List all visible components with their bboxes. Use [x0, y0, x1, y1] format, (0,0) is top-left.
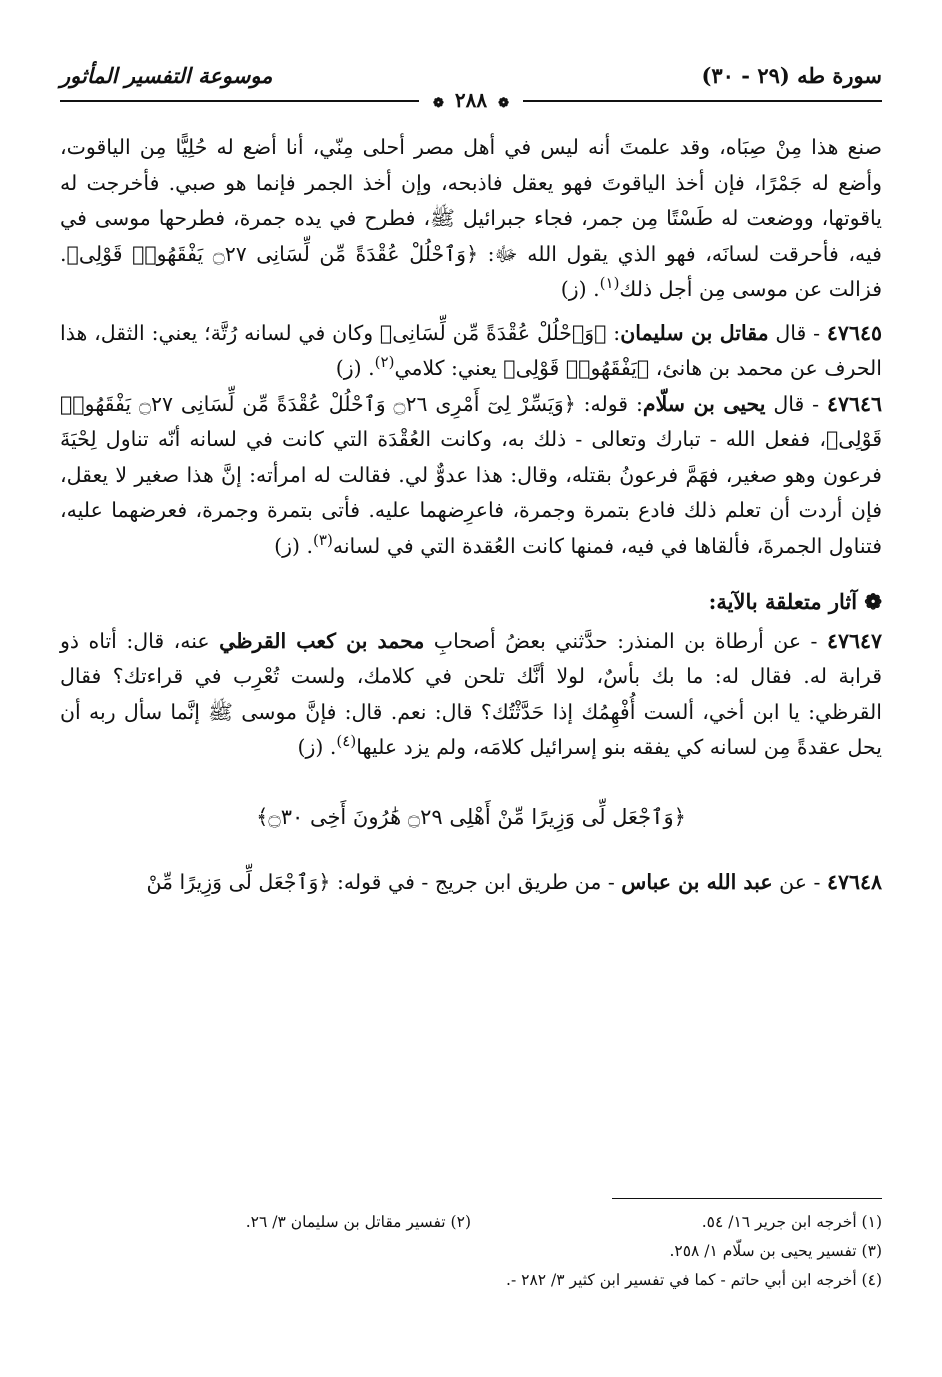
- narration-intro: - قال: [765, 391, 827, 416]
- footnote-1: (١) أخرجه ابن جرير ١٦/ ٥٤.: [701, 1213, 882, 1231]
- section-heading: ❁ آثار متعلقة بالآية:: [708, 589, 882, 614]
- series-title: موسوعة التفسير المأثور: [60, 62, 273, 88]
- footnote-3: (٣) تفسير يحيى بن سلّام ١/ ٢٥٨.: [669, 1242, 882, 1260]
- footnote-4: (٤) أخرجه ابن أبي حاتم - كما في تفسير ابن كثير ٣/ ٢٨٢ -.: [506, 1271, 882, 1289]
- footnote-ref: (٣): [313, 530, 333, 549]
- page-number-block: [0, 88, 942, 112]
- narration-intro: - عن أرطاة بن المنذر: حدَّثني بعضُ أصحابِ: [424, 628, 827, 653]
- narration-47646: [60, 387, 882, 565]
- footnotes: [60, 1208, 882, 1295]
- paragraph-text: صنع هذا مِنْ صِبَاه، وقد علمتَ أنه ليس في أهل مصر أحلى مِنّي، أنا أضع له حُلِيًّا مِن الياقوت، وأضع له جَمْرًا، فإن أخذ الياقوتَ فهو يعقل فاذبحه، وإن أخذ الجمر فإنما هو صبي. فأخرجت له ياقوتها، ووضعت له طَسْتًا مِن جمر، فجاء جبرائيل ﷺ، فطرح في يده جمرة، فطرحها موسى في فيه، فأحرقت لسانَه، فهو الذي يقول الله ﷻ: ﴿وَٱحْلُلْ عُقْدَةً مِّن لِّسَانِى ۝٢٧ يَفْقَهُوا۟ قَوْلِى﴾. فزالت عن موسى مِن أجل ذلك: [60, 135, 882, 301]
- footnote-2: (٢) تفسير مقاتل بن سليمان ٣/ ٢٦.: [245, 1213, 471, 1231]
- ornament-icon: ❁: [498, 96, 509, 111]
- verse-heading: ﴿وَٱجْعَل لِّى وَزِيرًا مِّنْ أَهْلِى ۝٢٩ هَٰرُونَ أَخِى ۝٣٠﴾: [256, 804, 686, 829]
- narration-47648: [60, 865, 882, 901]
- paragraph-continuation: [60, 130, 882, 308]
- footnote-row: [60, 1208, 882, 1237]
- narration-text: : قوله: ﴿وَيَسِّرْ لِىٓ أَمْرِى ۝٢٦ وَٱحْلُلْ عُقْدَةً مِّن لِّسَانِى ۝٢٧ يَفْقَهُوا۟ قَوْلِى﴾، ففعل الله - تبارك وتعالى - ذلك به، وكانت العُقْدَة التي كانت في لسانه أنّه تناول لِحْيَةَ فرعون وهو صغير، فهَمَّ فرعونُ بقتله، وقال: هذا عدوٌّ لي. فقالت له امرأته: إنَّ هذا صغير لا يعقل، فإن أردت أن تعلم ذلك فادع بتمرة وجمرة، فاعرِضهما عليه. فأتى بتمرة وجمرة، فعرضهما عليه، فتناول الجمرةَ، فألقاها في فيه، فمنها كانت العُقدة التي في لسانه: [60, 391, 882, 558]
- narration-number: ٤٧٦٤٨: [826, 870, 882, 894]
- narration-number: ٤٧٦٤٥: [826, 320, 882, 345]
- source-tag: . (ز): [335, 356, 375, 380]
- footnote-rule: [612, 1198, 882, 1199]
- narration-text: عنه، قال: أتاه ذو قرابة له. فقال له: ما بك بأسٌ، لولا أنَّك تلحن في كلامك، ولست تُعْرِب في قراءتك؟ فقال القرظي: يا ابن أخي، ألست أُفْهِمُك إذا حَدَّثْتُك؟ قال: نعم. قال: فإنَّ موسى ﷺ إنَّما سأل ربه أن يحل عقدةً مِن لسانه كي يفقه بنو إسرائيل كلامَه، ولم يزد عليها: [60, 628, 882, 759]
- main-text: [60, 130, 882, 901]
- narration-text: : ﴿وَٱحْلُلْ عُقْدَةً مِّن لِّسَانِى﴾ وكان في لسانه رُتَّة؛ يعني: الثقل، هذا الحرف عن محمد بن هانئ، ﴿يَفْقَهُوا۟ قَوْلِى﴾ يعني: كلامي: [60, 320, 882, 380]
- narrator-name: محمد بن كعب القرظي: [219, 628, 425, 653]
- footnote-ref: (١): [599, 274, 620, 293]
- source-tag: . (ز): [274, 533, 314, 558]
- footnote-ref: (٢): [374, 353, 395, 372]
- page-number: ٢٨٨: [454, 88, 488, 112]
- source-tag: . (ز): [560, 277, 600, 301]
- narration-intro: - قال: [768, 320, 827, 345]
- narration-number: ٤٧٦٤٦: [826, 391, 882, 416]
- source-tag: . (ز): [297, 735, 337, 759]
- narration-intro: - عن: [772, 870, 827, 894]
- narration-47647: [60, 624, 882, 766]
- narrator-name: مقاتل بن سليمان: [620, 320, 769, 345]
- narrator-name: يحيى بن سلّام: [642, 391, 766, 416]
- surah-reference: سورة طه (٢٩ - ٣٠): [701, 62, 882, 88]
- narration-text: - من طريق ابن جريج - في قوله: ﴿وَٱجْعَل لِّى وَزِيرًا مِّنْ: [146, 870, 622, 894]
- footnote-ref: (٤): [336, 732, 357, 751]
- narration-number: ٤٧٦٤٧: [826, 628, 883, 653]
- narrator-name: عبد الله بن عباس: [621, 870, 773, 894]
- narration-47645: [60, 316, 882, 387]
- ornament-icon: ❁: [433, 96, 444, 111]
- page-number-box: [419, 88, 523, 112]
